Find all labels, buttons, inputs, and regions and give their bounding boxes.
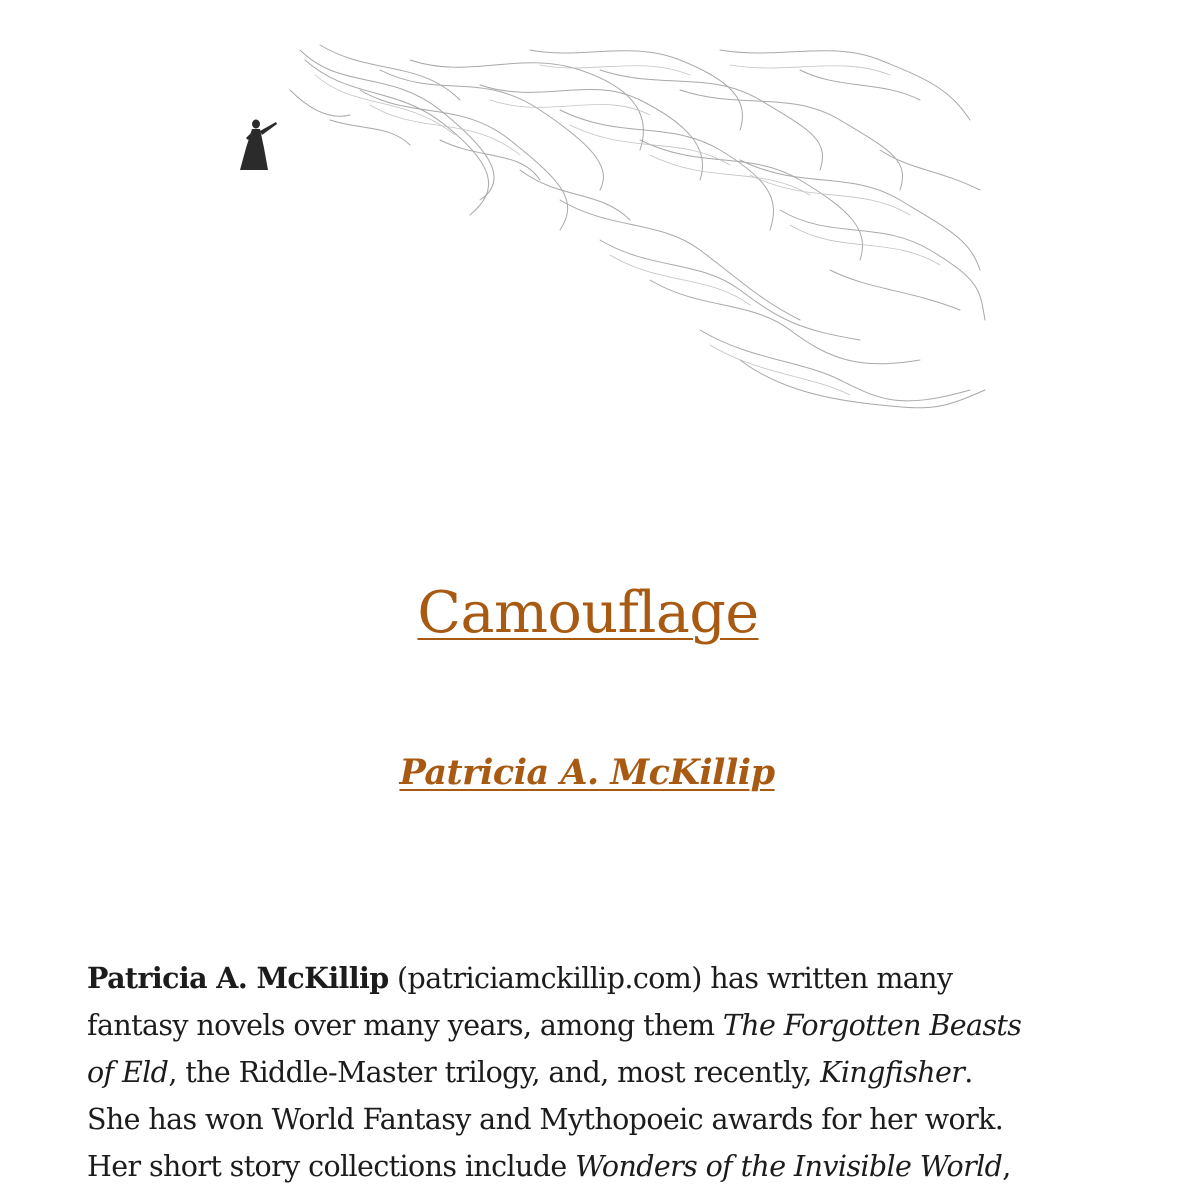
story-title xyxy=(0,580,1176,646)
bio-text: She has won World Fantasy and Mythopoeic awards for her work. xyxy=(87,1103,1004,1136)
author-bio xyxy=(87,955,1087,1190)
bio-book-title: Kingfisher xyxy=(820,1056,965,1089)
bio-line-3 xyxy=(87,1049,1087,1096)
story-author xyxy=(0,752,1174,793)
bio-text: , the Riddle-Master trilogy, and, most recently, xyxy=(168,1056,821,1089)
bio-text: (patriciamckillip.com) has written many xyxy=(388,962,953,995)
wind-sketch-image xyxy=(180,30,990,425)
bio-text: . xyxy=(964,1056,973,1089)
figure-silhouette xyxy=(240,120,277,171)
story-title-link[interactable]: Camouflage xyxy=(417,580,759,646)
bio-text: fantasy novels over many years, among them xyxy=(87,1009,723,1042)
bio-book-title: Wonders of the Invisible World xyxy=(575,1150,1003,1183)
bio-book-title: of Eld xyxy=(87,1056,169,1089)
bio-text: Her short story collections include xyxy=(87,1150,576,1183)
author-name-link[interactable]: Patricia A. McKillip xyxy=(399,752,775,793)
bio-book-title: The Forgotten Beasts xyxy=(722,1009,1022,1042)
header-illustration xyxy=(180,30,990,425)
bio-line-2 xyxy=(87,1002,1087,1049)
bio-author-name: Patricia A. McKillip xyxy=(87,961,389,995)
bio-line-1 xyxy=(87,955,1087,1002)
bio-line-4 xyxy=(87,1096,1087,1143)
bio-line-5 xyxy=(87,1143,1087,1190)
bio-text: , xyxy=(1002,1150,1011,1183)
